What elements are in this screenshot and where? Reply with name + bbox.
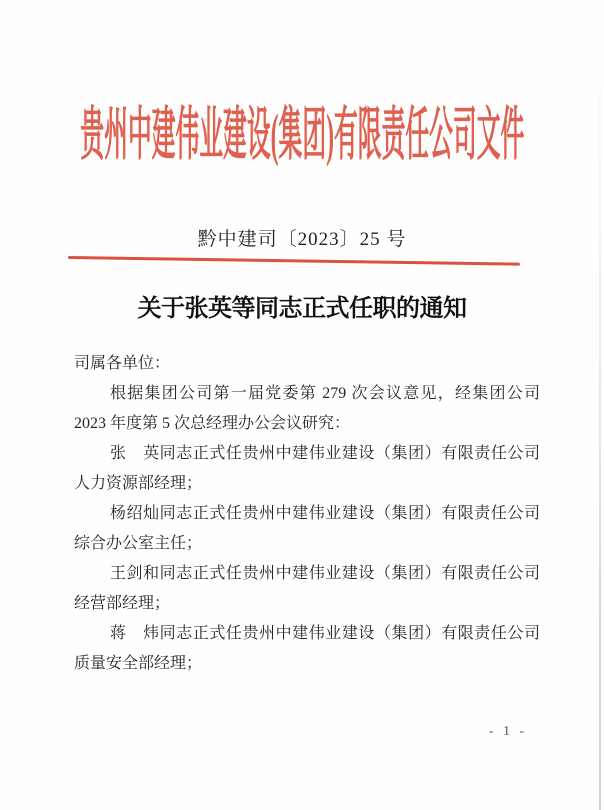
body-line: 2023 年度第 5 次总经理办公会议研究： [74, 415, 351, 432]
page-number: - 1 - [488, 724, 528, 739]
body-line: 人力资源部经理； [74, 475, 203, 492]
body-line: 经营部经理； [74, 595, 171, 612]
scan-edge-shadow [599, 30, 601, 810]
document-title: 关于张英等同志正式任职的通知 [137, 296, 467, 322]
body-line: 杨绍灿同志正式任贵州中建伟业建设（集团）有限责任公司 [110, 505, 540, 522]
red-divider-line [68, 256, 520, 266]
body-line: 王剑和同志正式任贵州中建伟业建设（集团）有限责任公司 [110, 565, 540, 582]
body-line: 质量安全部经理； [74, 655, 203, 672]
body-line: 根据集团公司第一届党委第 279 次会议意见，经集团公司 [110, 385, 540, 402]
document-body [74, 349, 540, 679]
company-file-masthead: 贵州中建伟业建设(集团)有限责任公司文件 [80, 102, 524, 167]
body-line: 张 英同志正式任贵州中建伟业建设（集团）有限责任公司 [110, 445, 540, 462]
body-line: 蒋 炜同志正式任贵州中建伟业建设（集团）有限责任公司 [110, 625, 540, 642]
body-line: 综合办公室主任； [74, 535, 203, 552]
document-header-banner [0, 102, 604, 168]
body-line: 司属各单位： [74, 355, 171, 372]
document-number: 黔中建司〔2023〕25 号 [197, 229, 407, 250]
